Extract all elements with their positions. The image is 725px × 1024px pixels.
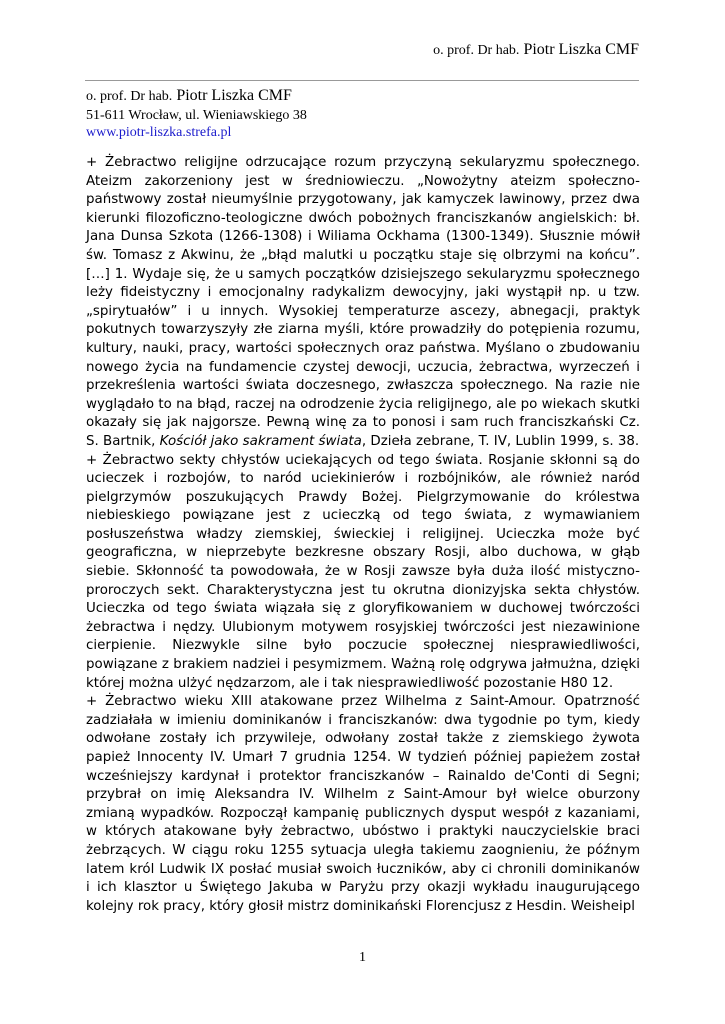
paragraph-2: + Żebractwo sekty chłystów uciekających od tego świata. Rosjanie skłonni są do ucieczek i rozbojów, to naród uciekinierów i rozbójników, ale również naród pielgrzymów poszukujących Prawdy Bożej. Pielgrzymowanie do królestwa niebieskiego powiązane jest z ucieczką od tego świata, z wymawianiem posłuszeństwa władzy ziemskiej, świeckiej i religijnej. Ucieczka może być geograficzna, w nieprzebyte bezkresne obszary Rosji, albo duchowa, w głąb siebie. Skłonność ta powodowała, że w Rosji zawsze była duża ilość mistyczno-proroczych sekt. Charakterystyczna jest tu okrutna dionizyjska sekta chłystów. Ucieczka od tego świata wiązała się z gloryfikowaniem w duchowej twórczości żebractwa i nędzy. Ulubionym motywem rosyjskiej twórczości jest niezawinione cierpienie. Niezwykle silne było poczucie społecznej niesprawiedliwości, powiązane z brakiem nadziei i pesymizmem. Ważną rolę odgrywa jałmużna, dzięki której można ulżyć nędzarzom, ale i tak niesprawiedliwość pozostanie H80 12.	[86, 452, 640, 691]
paragraph-3: + Żebractwo wieku XIII atakowane przez Wilhelma z Saint-Amour. Opatrzność zadziałała w imieniu dominikanów i franciszkanów: dwa tygodnie po tym, kiedy odwołane zostały ich przywileje, odwołany został także z ziemskiego żywota papież Innocenty IV. Umarł 7 grudnia 1254. W tydzień później papieżem został wcześniejszy kardynał i protektor franciszkanów – Rainaldo de'Conti di Segni; przybrał on imię Aleksandra IV. Wilhelm z Saint-Amour był wielce oburzony zmianą wypadków. Rozpoczął kampanię publicznych dysput wespół z kazaniami, w których atakowane były żebractwo, ubóstwo i praktyki nauczycielskie braci żebrzących. W ciągu roku 1255 sytuacja uległa takiemu zaognieniu, że późnym latem król Ludwik IX posłać musiał swoich łuczników, aby ci chronili dominikanów i ich klasztor u Świętego Jakuba w Paryżu przy okazji wykładu inaugurującego kolejny rok pracy, który głosił mistrz dominikański Florencjusz z Hesdin. Weisheipl	[86, 694, 640, 914]
author-website-link[interactable]: www.piotr-liszka.strefa.pl	[86, 125, 232, 140]
header-author-name: Piotr Liszka CMF	[523, 41, 639, 58]
book-title: Kościół jako sakrament świata	[159, 433, 362, 449]
page-number: 1	[359, 950, 366, 965]
running-header	[433, 41, 639, 59]
header-rule	[85, 80, 639, 81]
author-street: 51-611 Wrocław, ul. Wieniawskiego 38	[86, 108, 307, 123]
author-title-prefix: o. prof. Dr hab.	[86, 89, 173, 104]
paragraph-1-citation: , Dzieła zebrane, T. IV, Lublin 1999, s. 38.	[361, 433, 640, 449]
paragraph-1	[86, 154, 640, 452]
author-address-block	[86, 86, 307, 141]
author-name: Piotr Liszka CMF	[176, 87, 292, 104]
paragraph-1-text: + Żebractwo religijne odrzucające rozum przyczyną sekularyzmu społecznego. Ateizm zakorzeniony jest w średniowieczu. „Nowożytny ateizm społeczno-państwowy został nieumyślnie przygotowany, jak kamyczek lawinowy, przez dwa kierunki filozoficzno-teologiczne dwóch pobożnych franciszkanów angielskich: bł. Jana Dunsa Szkota (1266-1308) i Wiliama Ockhama (1300-1349). Słusznie mówił św. Tomasz z Akwinu, że „błąd malutki u początku staje się olbrzymi na końcu”. […] 1. Wydaje się, że u samych początków dzisiejszego sekularyzmu społecznego leży fideistyczny i emocjonalny radykalizm dewocyjny, jaki wystąpił np. u tzw. „spirytuałów” i u innych. Wysokiej temperaturze ascezy, abnegacji, praktyk pokutnych towarzyszyły złe ziarna myśli, które prowadziły do potępienia rozumu, kultury, nauki, pracy, wartości społecznych oraz państwa. Myślano o zbudowaniu nowego życia na fundamencie czystej dewocji, uczucia, żebractwa, wyrzeczeń i przekreślenia wartości świata doczesnego, zwłaszcza społecznego. Na razie nie wyglądało to na błąd, raczej na odrodzenie życia religijnego, ale po wiekach skutki okazały się jak najgorsze. Pewną winę za to ponosi i sam ruch franciszkański Cz. S. Bartnik,	[86, 155, 640, 449]
header-title-prefix: o. prof. Dr hab.	[433, 43, 520, 58]
document-body	[86, 154, 640, 916]
author-line	[86, 86, 307, 107]
